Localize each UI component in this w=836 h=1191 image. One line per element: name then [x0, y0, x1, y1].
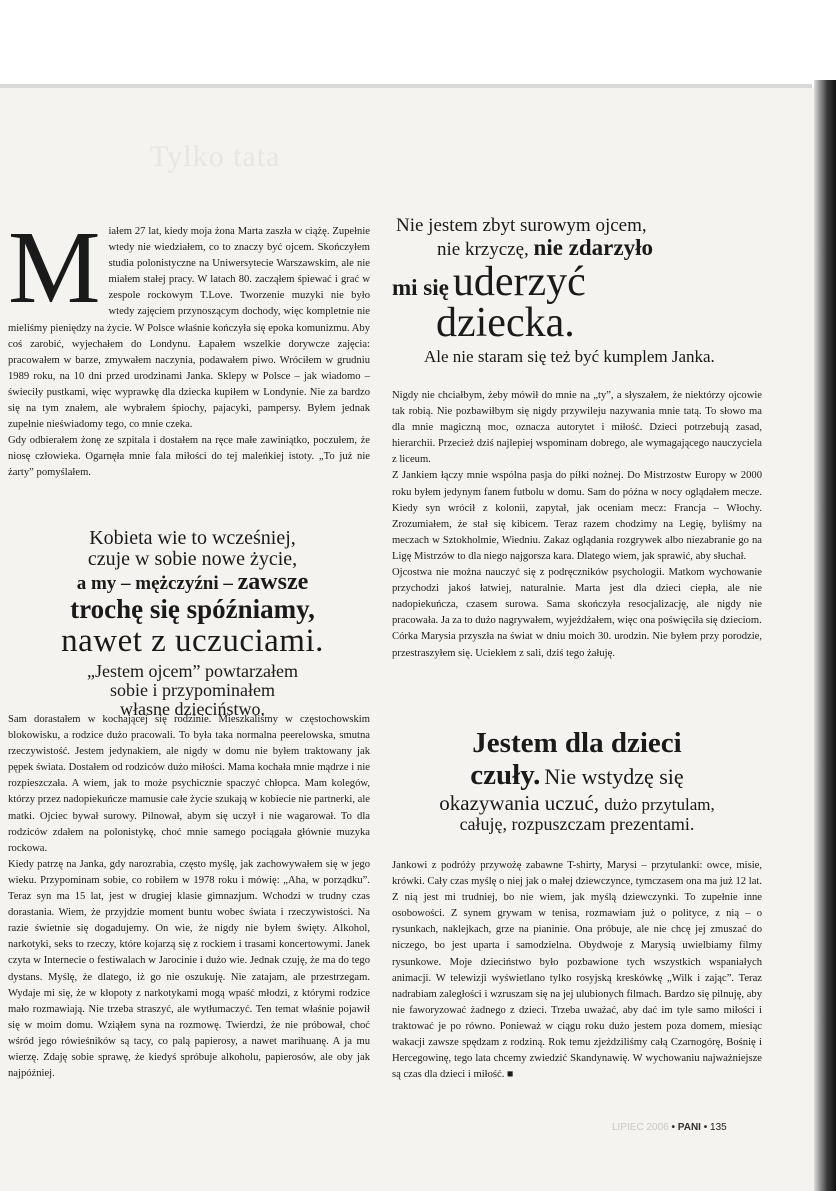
pull-quote-fragment: a my – mężczyźni –	[76, 573, 233, 594]
pull-quote-line: czuje w sobie nowe życie,	[87, 548, 298, 570]
pull-quote-line: trochę się spóźniamy,	[70, 594, 315, 625]
footer-separator: •	[671, 1122, 676, 1133]
pull-quote-fragment: Nie wstydzę się	[544, 763, 684, 789]
pull-quote-fragment: nie krzyczę,	[437, 238, 529, 260]
drop-cap: M	[8, 210, 101, 325]
magazine-name: PANI	[677, 1122, 701, 1133]
pull-quote-line: Ale nie staram się też być kumplem Janka.	[424, 347, 715, 367]
intro-block	[8, 210, 370, 482]
pull-quote-line: własne dzieciństwo.	[120, 698, 265, 719]
pull-quote-line	[20, 570, 365, 595]
page-number: 135	[710, 1122, 727, 1133]
pull-quote-line: Kobieta wie to wcześniej,	[89, 527, 296, 549]
pull-quote-line: Jestem dla dzieci	[472, 727, 682, 759]
pull-quote-line: nawet z uczuciami.	[61, 622, 324, 659]
pull-quote-line: sobie i przypominałem	[110, 680, 275, 701]
pull-quote-right-top	[392, 216, 762, 366]
page-footer	[612, 1122, 727, 1133]
pull-quote-fragment: dużo przytulam,	[604, 794, 715, 814]
pull-quote-fragment: czuły.	[470, 758, 541, 791]
faded-heading: Tylko tata	[150, 140, 281, 173]
left-body	[8, 712, 370, 1082]
right-body	[392, 388, 762, 662]
intro-paragraph-2: Gdy odbierałem żonę ze szpitala i dostałem na ręce małe zawiniątko, poczułem, że niosę człowieka. Ogarnęła mnie fala miłości do tej maleńkiej istoty. „To już nie żarty” pomyślałem.	[8, 435, 370, 479]
pull-quote-line: dziecka.	[436, 300, 575, 347]
pull-quote-right-bottom	[392, 728, 762, 835]
pull-quote-left	[20, 528, 365, 719]
pull-quote-line	[392, 260, 762, 304]
body-paragraph: Nigdy nie chciałbym, żeby mówił do mnie na „ty”, a słyszałem, że niektórzy ojcowie tak robią. Nie pozbawiłbym się nigdy przywileju nazywania mnie tatą. To słowo ma dla mnie magiczną moc, oznacza autorytet i miłość. Dzieci potrzebują zasad, hierarchii. Przecież dziś najlepiej wspominam dobrego, ale wymagającego nauczyciela z liceum.	[392, 390, 762, 466]
body-paragraph: Ojcostwa nie można nauczyć się z podręczników psychologii. Matkom wychowanie przychodzi jakoś łatwiej, naturalnie. Marta jest dla dzieci ciepła, ale nie nadopiekuńcza, czasem surowa. Sama skończyła resocjalizację, ale nigdy nie pracowała. Ja za to dużo nagrywałem, wyjeżdżałem, więc ona poświęciła się dzieciom.	[392, 567, 762, 627]
pull-quote-line: całuję, rozpuszczam prezentami.	[459, 813, 695, 834]
pull-quote-line	[392, 236, 762, 260]
pull-quote-fragment: zawsze	[237, 569, 309, 595]
body-paragraph: Z Jankiem łączy mnie wspólna pasja do piłki nożnej. Do Mistrzostw Europy w 2000 roku byłem jedynym fanem futbolu w domu. Sam do późna w nocy oglądałem mecze. Kiedy syn wrócił z kolonii, zapytał, jak oceniam mecz: Francja – Włochy. Zrozumiałem, że stał się kibicem. Teraz razem chodzimy na Legię, byliśmy na meczach w Sztokholmie, Wiedniu. Zakaz oglądania rozgrywek albo niezabranie go na Ligę Mistrzów to dla niego najgorsza kara. Dlatego wiem, jak sprawić, aby słuchał.	[392, 470, 762, 562]
body-paragraph: Jankowi z podróży przywożę zabawne T-shirty, Marysi – przytulanki: owce, misie, krówki. Cały czas myślę o niej jak o małej dziewczynce, tymczasem ona ma już 12 lat. Z nią jest mi trudniej, bo nie wiem, jak myślą dziewczynki. To zupełnie inne osobowości. Z synem grywam w tenisa, rozmawiam już o polityce, z nią – o rysunkach, naklejkach, grze na pianinie. Ona próbuje, ale nie chcę jej zmuszać do niczego, bo jest uparta i samodzielna. Obydwoje z Marysią uwielbiamy filmy rysunkowe. Moje dzieciństwo było pozbawione tych wszystkich wspaniałych animacji. W telewizji wyświetlano tylko rosyjską kreskówkę „Wilk i zając”. Teraz nadrabiam zaległości i wzruszam się na jej ulubionych filmach. Bardzo się pilnuję, aby nie faworyzować żadnego z dzieci. Trzeba uważać, aby dać im tyle samo miłości i traktować je po równo. Ponieważ w ciągu roku dużo jestem poza domem, miesiąc wakacji zawsze spędzam z rodziną. Rok temu zjeździliśmy całą Czarnogórę, Bośnię i Hercegowinę, tego lata chcemy zwiedzić Skandynawię. W wychowaniu najważniejsze są czas dla dzieci i miłość. ■	[392, 860, 762, 1081]
pull-quote-fragment: nie zdarzyło	[533, 234, 653, 260]
issue-date: LIPIEC 2006	[612, 1122, 669, 1133]
body-paragraph: Sam dorastałem w kochającej się rodzinie. Mieszkaliśmy w częstochowskim blokowisku, a rodzice dużo pracowali. To była taka normalna peerelowska, smutna rzeczywistość. Jestem jedynakiem, ale nigdy w domu nie byłem traktowany jak pępek świata. Dostałem od rodziców dużo miłości. Mama kochała mnie mądrze i nie rozpieszczała. A wiem, jak to może psychicznie spaczyć chłopca. Mam kolegów, którzy przez nadopiekuńcze mamusie całe życie szukają w kobiecie nie partnerki, ale matki. Ojciec bywał surowy. Pilnował, abym się uczył i nie wagarował. To dla rodziców zdałem na polonistykę, choć mnie samego pociągała głównie muzyka rockowa.	[8, 714, 370, 854]
pull-quote-line: „Jestem ojcem” powtarzałem	[87, 661, 298, 682]
page-top-edge	[0, 84, 812, 88]
pull-quote-fragment: okazywania uczuć,	[439, 790, 600, 815]
intro-paragraph: iałem 27 lat, kiedy moja żona Marta zaszła w ciążę. Zupełnie wtedy nie wiedziałem, co to znaczy być ojcem. Skończyłem studia polonistyczne na Uniwersytecie Warszawskim, ale nie miałem stałej pracy. W latach 80. zacząłem śpiewać i grać w zespole rockowym T.Love. Tworzenie muzyki nie było wtedy zajęciem przynoszącym dochody, więc kompletnie nie mieliśmy pieniędzy na życie. W Polsce właśnie kończyła się epoka komunizmu. Aby coś zarobić, wyjechałem do Londynu. Łapałem wszelkie dorywcze zajęcia: pracowałem w barze, zmywałem naczynia, podawałem piwo. Wróciłem w grudniu 1989 roku, na 10 dni przed urodzinami Janka. Sklepy w Polsce – jak wiadomo – świeciły pustkami, więc wyprawkę dla dziecka kupiłem w Londynie. Nie za bardzo się na tym znałem, ale wybrałem śpiochy, pajacyki, pampersy. Byłem jednak zupełnie nieświadomy tego, co mnie czeka.	[8, 226, 370, 431]
scan-background	[0, 0, 836, 88]
right-body-2	[392, 858, 762, 1083]
page-binding-shadow	[814, 80, 836, 1191]
pull-quote-line: Nie jestem zbyt surowym ojcem,	[396, 215, 647, 236]
pull-quote-fragment: uderzyć	[452, 259, 586, 306]
body-paragraph: Kiedy patrzę na Janka, gdy narozrabia, często myślę, jak zachowywałem się w jego wieku. Przypominam sobie, co robiłem w 1978 roku i mówię: „Aha, w porządku”. Teraz syn ma 15 lat, jest w drugiej klasie gimnazjum. Wchodzi w trudny czas dorastania. Wiem, że przyjdzie moment buntu wobec świata i rzeczywistości. Na razie świetnie się dogadujemy. On wie, że nigdy nie byłem święty. Alkohol, narkotyki, seks to rzeczy, które kojarzą się z rockiem i trasami koncertowymi. Janek czyta w Internecie o festiwalach w Jarocinie i dużo wie. Jednak czuję, że ma do tego dystans. Myślę, że dlatego, iż go nie oszukuję. Nie zatajam, ale przestrzegam. Wydaje mi się, że w kłopoty z narkotykami mogą wpaść młodzi, z którymi rodzice mało rozmawiają. Nie trzeba straszyć, ale wytłumaczyć. Ten temat właśnie pojawił się w moim domu. Wziąłem syna na rozmowę. Twierdzi, że nie próbował, choć wśród jego rówieśników są tacy, co palą papierosy, a nawet marihuanę. A ja mu wierzę. Zdaję sobie sprawę, że kiedyś spróbuje alkoholu, papierosów, ale oby jak najpóźniej.	[8, 858, 370, 1080]
pull-quote-line	[392, 760, 762, 792]
footer-separator: •	[703, 1122, 708, 1133]
pull-quote-fragment: mi się	[392, 275, 449, 301]
body-paragraph: Córka Marysia przyszła na świat w dniu moich 30. urodzin. Nie byłem przy porodzie, przestraszyłem się. Uciekłem z sali, dziś tego żałuję.	[392, 631, 762, 659]
pull-quote-line	[392, 792, 762, 815]
